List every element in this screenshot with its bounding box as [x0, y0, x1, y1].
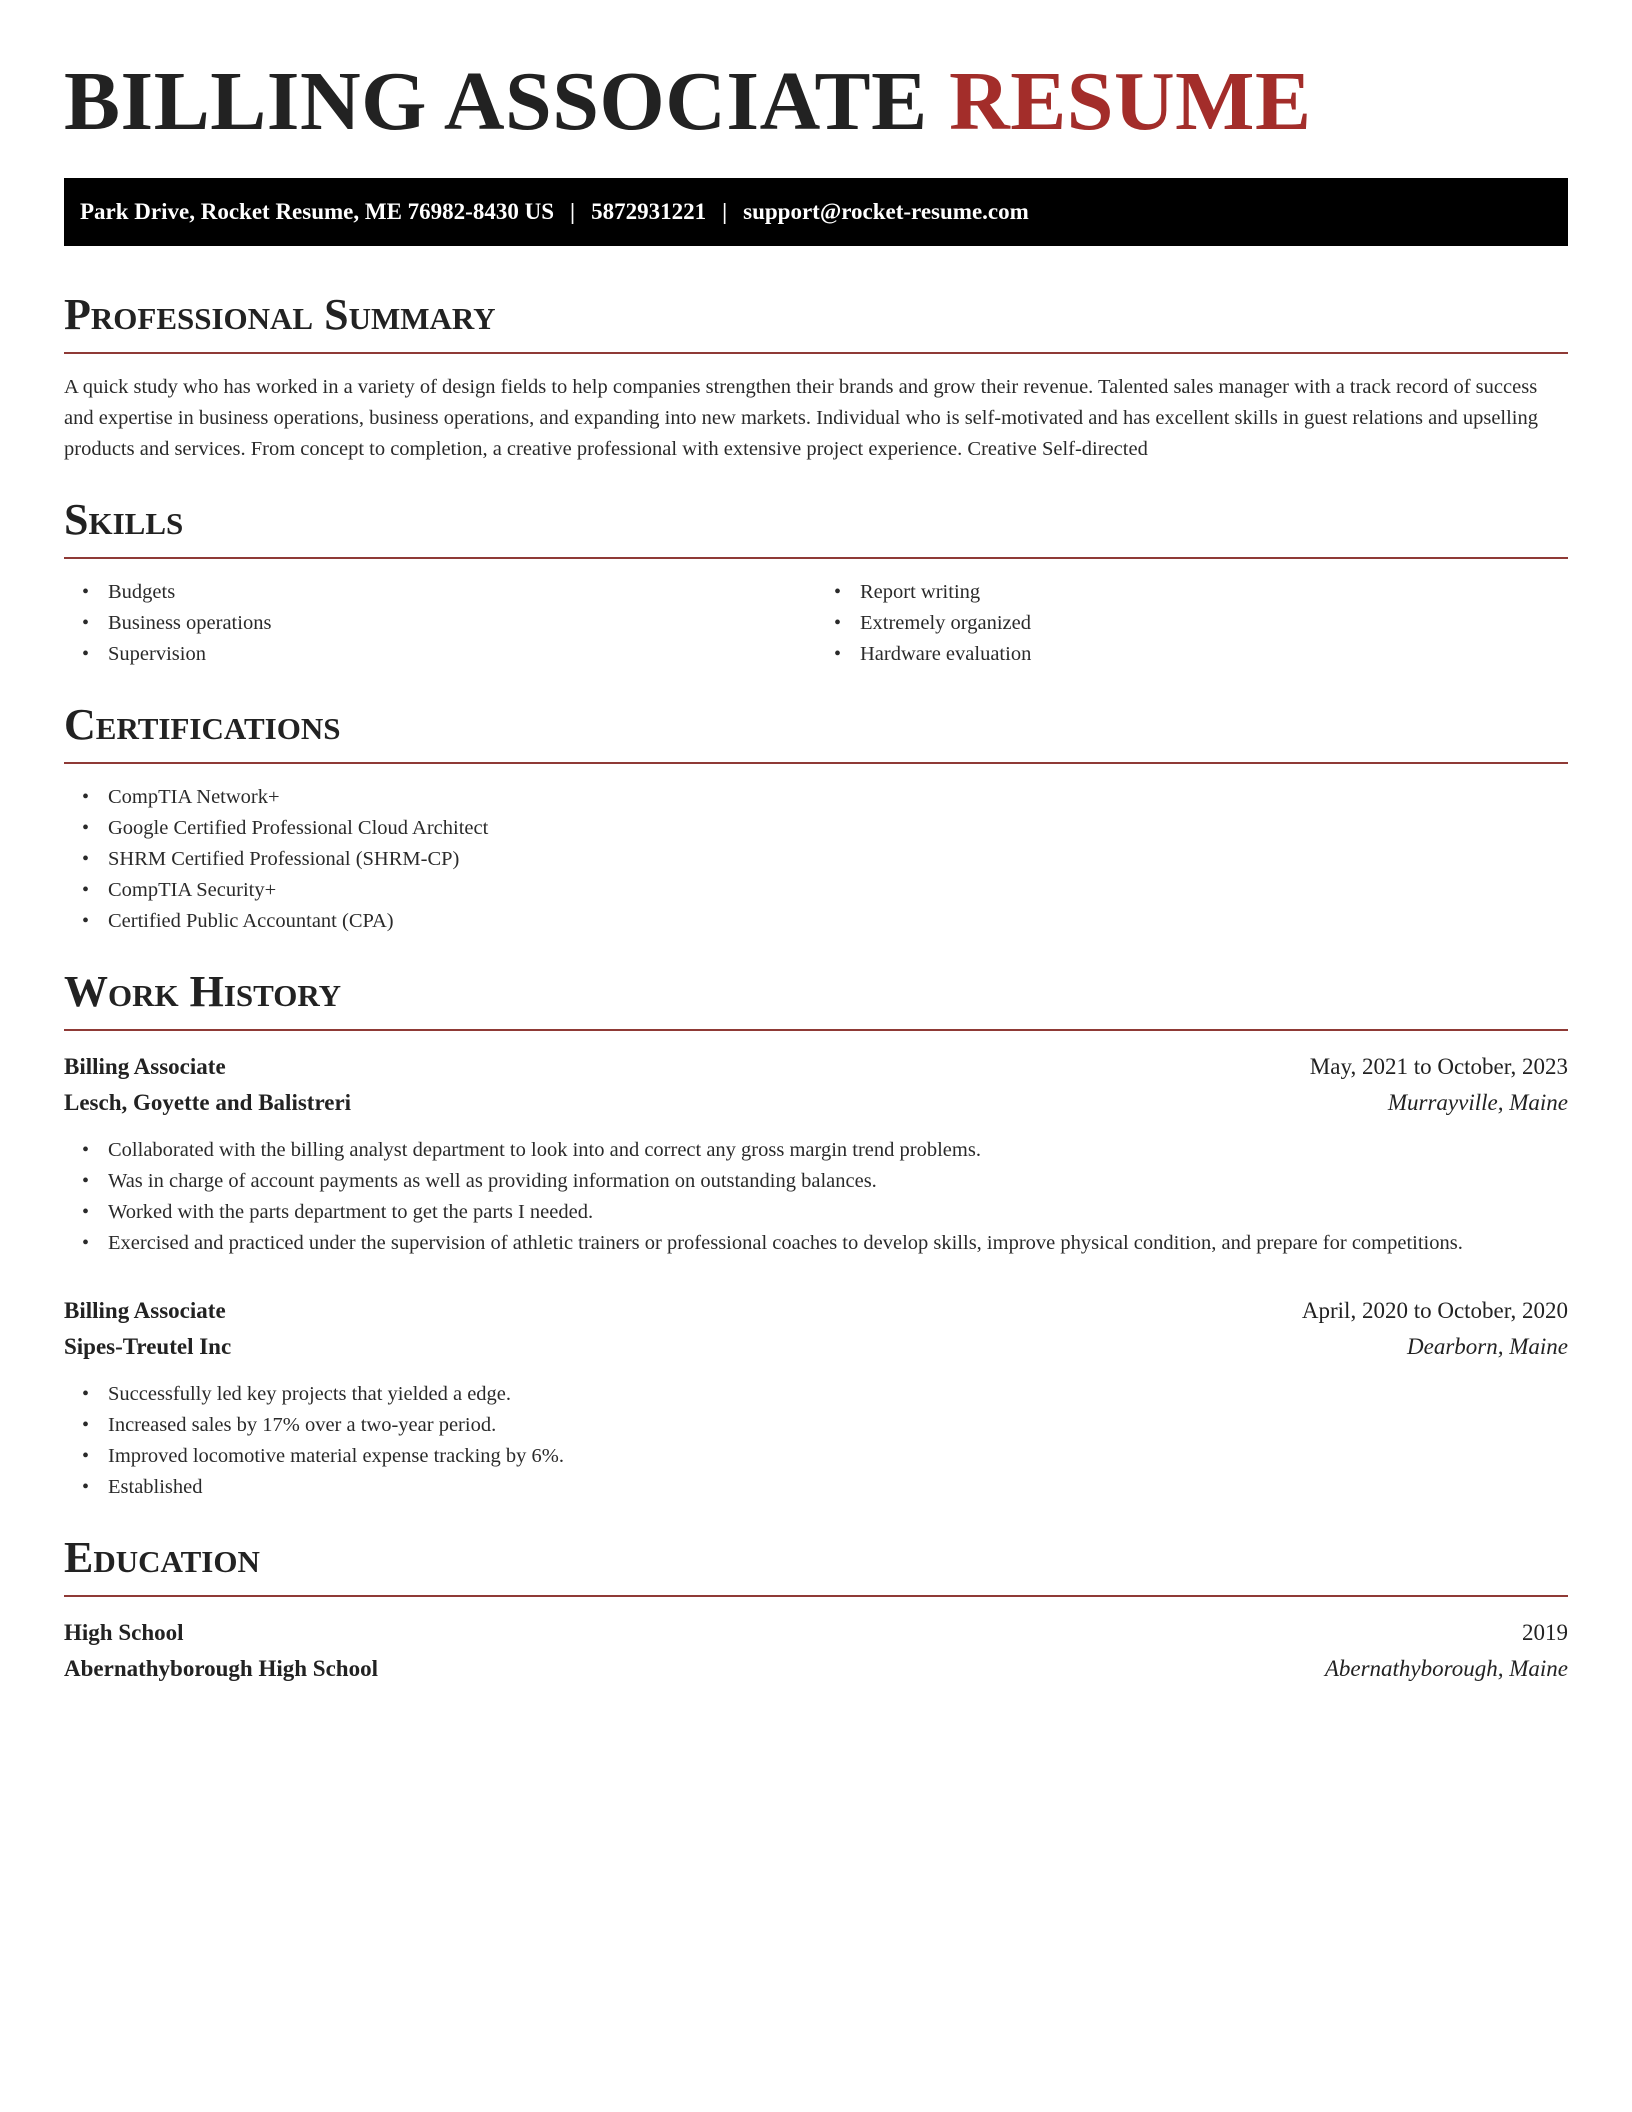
work-history-heading: Work History [64, 967, 1568, 1031]
title-main: BILLING ASSOCIATE [64, 55, 928, 148]
skill-item: • Business operations [64, 608, 816, 639]
education-school-row [64, 1651, 1568, 1687]
job-company: Lesch, Goyette and Balistreri [64, 1090, 352, 1115]
certifications-heading: Certifications [64, 700, 1568, 764]
contact-address: Park Drive, Rocket Resume, ME 76982-8430 US [80, 199, 554, 224]
job-title: Billing Associate [64, 1054, 226, 1079]
skill-item: • Budgets [64, 577, 816, 608]
skills-list-right [816, 577, 1568, 670]
job-location: Murrayville, Maine [1387, 1090, 1568, 1115]
job-header-row [64, 1049, 1568, 1085]
skills-list-left [64, 577, 816, 670]
job-bullet: • Worked with the parts department to get the parts I needed. [64, 1197, 1568, 1228]
skills-section [64, 495, 1568, 670]
education-school: Abernathyborough High School [64, 1656, 378, 1681]
education-location: Abernathyborough, Maine [1324, 1656, 1568, 1681]
resume-title [64, 52, 1568, 152]
skill-item: • Report writing [816, 577, 1568, 608]
job-bullet: • Established [64, 1472, 1568, 1503]
job-company-row [64, 1085, 1568, 1121]
job-bullets [64, 1135, 1568, 1259]
skill-item: • Hardware evaluation [816, 639, 1568, 670]
job-location: Dearborn, Maine [1407, 1334, 1568, 1359]
education-year: 2019 [1522, 1620, 1568, 1645]
job-bullet: • Collaborated with the billing analyst department to look into and correct any gross margin trend problems. [64, 1135, 1568, 1166]
contact-phone: 5872931221 [591, 199, 707, 224]
job-bullet: • Increased sales by 17% over a two-year period. [64, 1410, 1568, 1441]
job-bullet: • Successfully led key projects that yielded a edge. [64, 1379, 1568, 1410]
education-degree: High School [64, 1620, 184, 1645]
job-dates: May, 2021 to October, 2023 [1309, 1054, 1568, 1079]
certification-item: • Google Certified Professional Cloud Architect [64, 813, 1568, 844]
skills-grid [64, 559, 1568, 670]
contact-separator: | [569, 199, 576, 224]
certification-item: • SHRM Certified Professional (SHRM-CP) [64, 844, 1568, 875]
contact-separator: | [722, 199, 728, 224]
skill-item: • Supervision [64, 639, 816, 670]
job-bullet: • Was in charge of account payments as well as providing information on outstanding balances. [64, 1166, 1568, 1197]
summary-text: A quick study who has worked in a variety of design fields to help companies strengthen their brands and grow their revenue. Talented sales manager with a track record of success and expertise in business operations, business operations, and expanding into new markets. Individual who is self-motivated and has excellent skills in guest relations and upselling products and services. From concept to completion, a creative professional with extensive project experience. Creative Self-directed [64, 376, 1538, 460]
title-accent: RESUME [949, 55, 1312, 148]
skills-heading: Skills [64, 495, 1568, 559]
education-entry [64, 1615, 1568, 1687]
job-bullets [64, 1379, 1568, 1503]
certifications-list [64, 782, 1568, 937]
certifications-section [64, 700, 1568, 937]
job-dates: April, 2020 to October, 2020 [1301, 1298, 1568, 1323]
job-entry [64, 1049, 1568, 1259]
job-company: Sipes-Treutel Inc [64, 1334, 232, 1359]
summary-section [64, 290, 1568, 465]
skill-item: • Extremely organized [816, 608, 1568, 639]
education-heading: Education [64, 1533, 1568, 1597]
job-header-row [64, 1293, 1568, 1329]
job-entry [64, 1293, 1568, 1503]
education-section [64, 1533, 1568, 1687]
job-bullet: • Improved locomotive material expense tracking by 6%. [64, 1441, 1568, 1472]
job-bullet: • Exercised and practiced under the supervision of athletic trainers or professional coaches to develop skills, improve physical condition, and prepare for competitions. [64, 1228, 1568, 1259]
contact-bar [64, 178, 1568, 246]
job-title: Billing Associate [64, 1298, 226, 1323]
contact-email: support@rocket-resume.com [743, 199, 1029, 224]
work-history-section [64, 967, 1568, 1503]
education-header-row [64, 1615, 1568, 1651]
summary-heading: Professional Summary [64, 290, 1568, 354]
certification-item: • CompTIA Security+ [64, 875, 1568, 906]
job-company-row [64, 1329, 1568, 1365]
certification-item: • Certified Public Accountant (CPA) [64, 906, 1568, 937]
certification-item: • CompTIA Network+ [64, 782, 1568, 813]
